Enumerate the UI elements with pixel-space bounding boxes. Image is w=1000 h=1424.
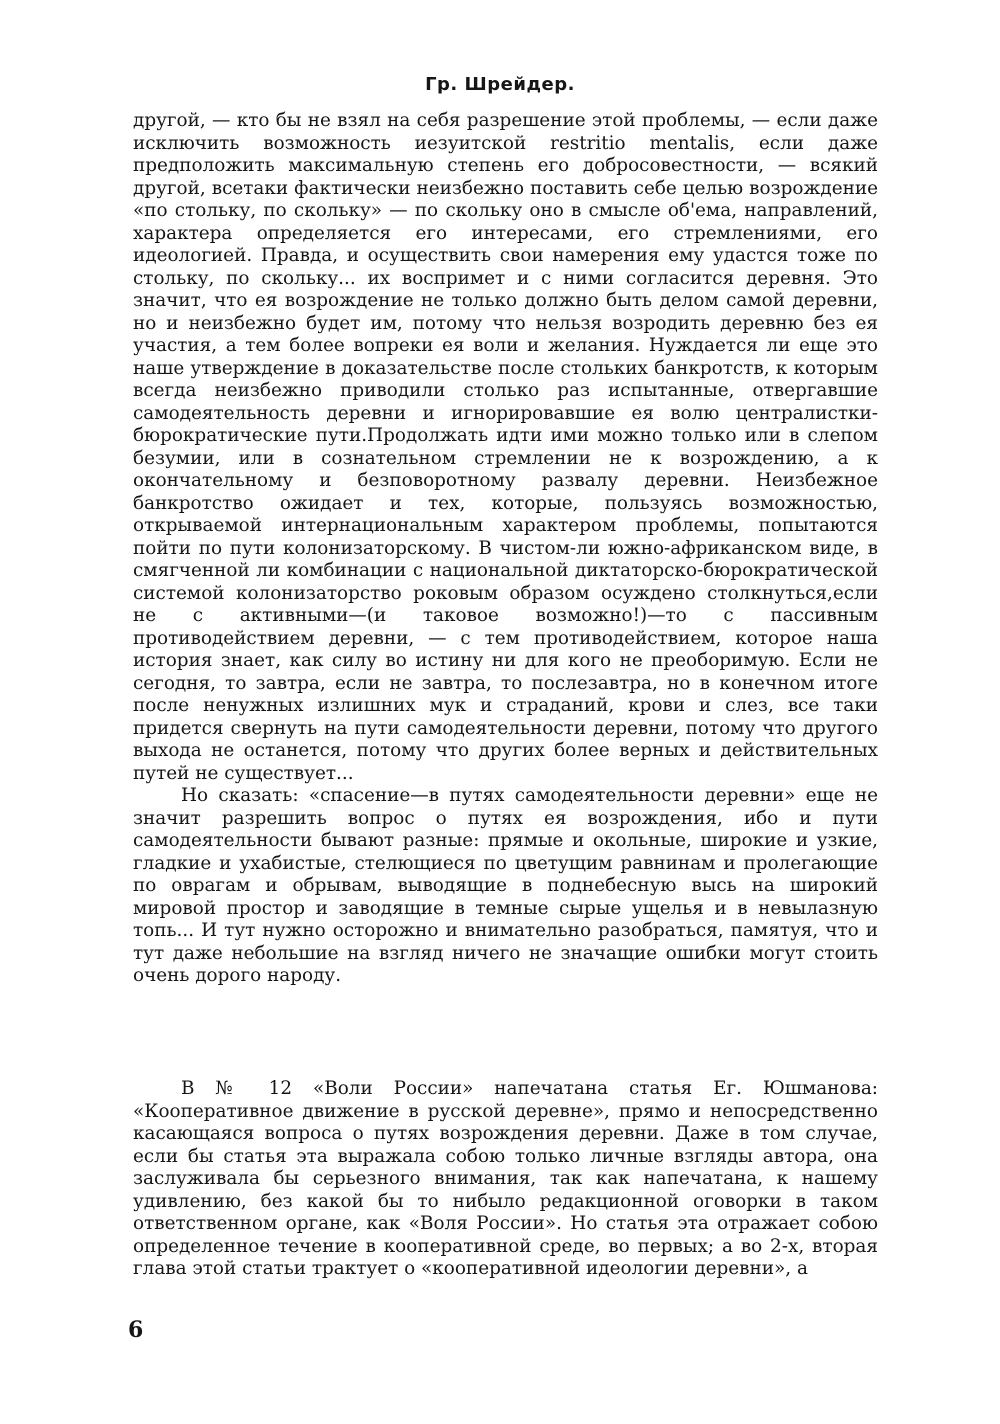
- body-text-section-bottom: [133, 1078, 878, 1281]
- body-text-section-top: [133, 110, 878, 988]
- running-head-title: Гр. Шрейдер.: [425, 74, 575, 95]
- paragraph-continuation: другой, — кто бы не взял на себя разрешение этой проблемы, — если даже исключить возможность иезуитской restritio mentalis, если даже предположить максимальную степень его добросовестности, — всякий другой, всетаки фактически неизбежно поставить себе целью возрождение «по стольку, по скольку» — по скольку оно в смысле об'ема, направлений, характера определяется его интересами, его стремлениями, его идеологией. Правда, и осуществить свои намерения ему удастся тоже по стольку, по скольку... их воспримет и с ними согласится деревня. Это значит, что ея возрождение не только должно быть делом самой деревни, но и неизбежно будет им, потому что нельзя возродить деревню без ея участия, а тем более вопреки ея воли и желания. Нуждается ли еще это наше утверждение в доказательстве после стольких банкротств, к которым всегда неизбежно приводили столько раз испытанные, отвергавшие самодеятельность деревни и игнорировавшие ея волю централистки-бюрократические пути.Продолжать идти ими можно только или в слепом безумии, или в сознательном стремлении не к возрождению, а к окончательному и безповоротному развалу деревни. Неизбежное банкротство ожидает и тех, которые, пользуясь возможностью, открываемой интернациональным характером проблемы, попытаются пойти по пути колонизаторскому. В чистом-ли южно-африканском виде, в смягченной ли комбинации с национальной диктаторско-бюрократической системой колонизаторство роковым образом осуждено столкнуться,если не с активными—(и таковое возможно!)—то с пассивным противодействием деревни, — с тем противодействием, которое наша история знает, как силу во истину ни для кого не преоборимую. Если не сегодня, то завтра, если не завтра, то послезавтра, но в конечном итоге после ненужных излишних мук и страданий, крови и слез, все таки придется свернуть на пути самодеятельности деревни, потому что другого выхода не останется, потому что других более верных и действительных путей не существует...: [133, 110, 878, 784]
- page-number: 6: [128, 1317, 144, 1343]
- paragraph-volya-rossii-article: В № 12 «Воли России» напечатана статья Ег. Юшманова: «Кооперативное движение в русской деревне», прямо и непосредственно касающаяся вопроса о путях возрождения деревни. Даже в том случае, если бы статья эта выражала собою только личные взгляды автора, она заслуживала бы серьезного внимания, так как напечатана, к нашему удивлению, без какой бы то нибыло редакционной оговорки в таком ответственном органе, как «Воля России». Но статья эта отражает собою определенное течение в кооперативной среде, во первых; а во 2-х, вторая глава этой статьи трактует о «кооперативной идеологии деревни», а: [133, 1078, 878, 1279]
- paragraph-paths-of-self-activity: Но сказать: «спасение—в путях самодеятельности деревни» еще не значит разрешить вопрос о путях ея возрождения, ибо и пути самодеятельности бывают разные: прямые и окольные, широкие и узкие, гладкие и ухабистые, стелющиеся по цветущим равнинам и пролегающие по оврагам и обрывам, выводящие в поднебесную высь на широкий мировой простор и заводящие в темные сырые ущелья и в невылазную топь... И тут нужно осторожно и внимательно разобраться, памятуя, что и тут даже небольшие на взгляд ничего не значащие ошибки могут стоить очень дорого народу.: [133, 785, 878, 986]
